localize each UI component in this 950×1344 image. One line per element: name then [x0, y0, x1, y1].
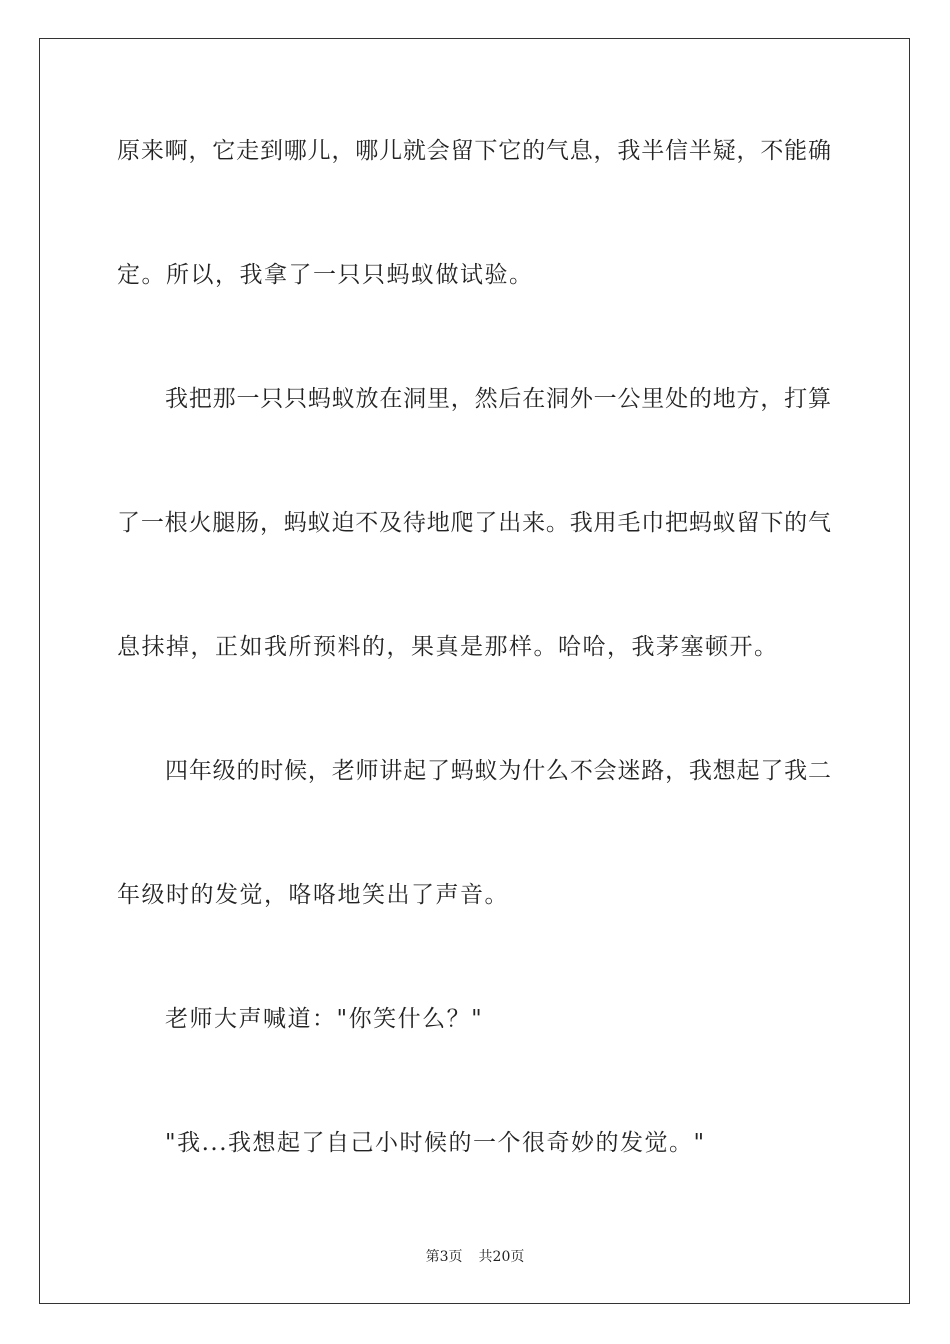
page-number: 第3页 — [425, 1249, 463, 1265]
text-line: 老师大声喊道："你笑什么？" — [165, 1006, 484, 1032]
text-line: 我把那一只只蚂蚁放在洞里，然后在洞外一公里处的地方，打算 — [165, 386, 831, 412]
text-line: "我...我想起了自己小时候的一个很奇妙的发觉。" — [165, 1130, 706, 1156]
text-line: 息抹掉，正如我所预料的，果真是那样。哈哈，我茅塞顿开。 — [117, 634, 779, 660]
page-total: 共20页 — [478, 1249, 525, 1265]
text-line: 原来啊，它走到哪儿，哪儿就会留下它的气息，我半信半疑，不能确 — [117, 138, 831, 164]
text-line: 年级时的发觉，咯咯地笑出了声音。 — [117, 882, 509, 908]
page-border — [39, 38, 910, 1304]
text-line: 定。所以，我拿了一只只蚂蚁做试验。 — [117, 262, 534, 288]
page-footer — [0, 1246, 950, 1266]
text-line: 四年级的时候，老师讲起了蚂蚁为什么不会迷路，我想起了我二 — [165, 758, 831, 784]
text-line: 了一根火腿肠，蚂蚁迫不及待地爬了出来。我用毛巾把蚂蚁留下的气 — [117, 510, 831, 536]
